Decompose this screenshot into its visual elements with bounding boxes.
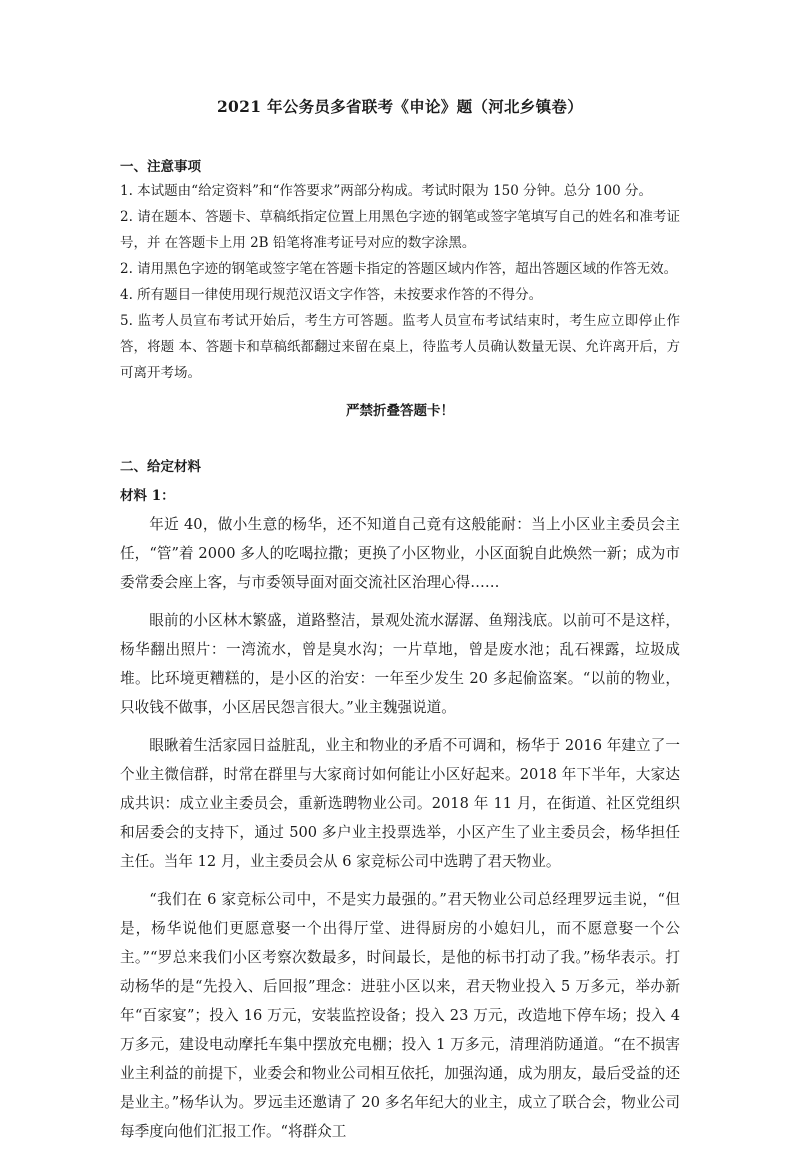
notice-item-1: 1. 本试题由“给定资料”和“作答要求”两部分构成。考试时限为 150 分钟。总分 100 分。	[120, 183, 652, 199]
material-paragraph-4: “我们在 6 家竞标公司中，不是实力最强的。”君天物业公司总经理罗远圭说，“但是，杨华说他们更愿意娶一个出得厅堂、进得厨房的小媳妇儿，而不愿意娶一个公主。”“罗总来我们小区考察次数最多，时间最长，是他的标书打动了我。”杨华表示。打动杨华的是“先投入、后回报”理念：进驻小区以来，君天物业投入 5 万多元，举办新年“百家宴”；投入 16 万元，安装监控设备；投入 23 万元，改造地下停车场；投入 4 万多元，建设电动摩托车集中摆放充电棚；投入 1 万多元，清理消防通道。“在不损害业主利益的前提下，业委会和物业公司相互依托，加强沟通，成为朋友，最后受益的还是业主。”杨华认为。罗远圭还邀请了 20 多名年纪大的业主，成立了联合会，物业公司每季度向他们汇报工作。“将群众工	[120, 891, 680, 1140]
material-1-label: 材料 1：	[120, 488, 175, 504]
warning-text: 严禁折叠答题卡！	[346, 403, 454, 419]
notice-item-3: 2. 请用黑色字迹的钢笔或签字笔在答题卡指定的答题区域内作答，超出答题区域的作答无效。	[120, 261, 678, 277]
material-paragraph-2: 眼前的小区林木繁盛，道路整洁，景观处流水潺潺、鱼翔浅底。以前可不是这样，杨华翻出照片：一湾流水，曾是臭水沟；一片草地，曾是废水池；乱石裸露，垃圾成堆。比环境更糟糕的，是小区的治安：一年至少发生 20 多起偷盗案。“以前的物业，只收钱不做事，小区居民怨言很大。”业主魏强说道。	[120, 612, 680, 716]
notice-heading: 一、注意事项	[120, 159, 201, 175]
material-1-body	[120, 510, 680, 1155]
notice-list	[120, 178, 680, 386]
materials-heading: 二、给定材料	[120, 459, 201, 475]
material-paragraph-3: 眼瞅着生活家园日益脏乱，业主和物业的矛盾不可调和，杨华于 2016 年建立了一个业主微信群，时常在群里与大家商讨如何能让小区好起来。2018 年下半年，大家达成共识：成立业主委员会，重新选聘物业公司。2018 年 11 月，在街道、社区党组织和居委会的支持下，通过 500 多户业主投票选举，小区产生了业主委员会，杨华担任主任。当年 12 月，业主委员会从 6 家竞标公司中选聘了君天物业。	[120, 737, 680, 870]
notice-item-5: 5. 监考人员宣布考试开始后，考生方可答题。监考人员宣布考试结束时，考生应立即停止作答，将题 本、答题卡和草稿纸都翻过来留在桌上，待监考人员确认数量无误、允许离开后，方可离开考场。	[120, 313, 680, 381]
notice-item-2: 2. 请在题本、答题卡、草稿纸指定位置上用黑色字迹的钢笔或签字笔填写自己的姓名和准考证号，并 在答题卡上用 2B 铅笔将准考证号对应的数字涂黑。	[120, 209, 680, 251]
document-title: 2021 年公务员多省联考《申论》题（河北乡镇卷）	[216, 97, 584, 116]
material-paragraph-1: 年近 40，做小生意的杨华，还不知道自己竟有这般能耐：当上小区业主委员会主任，“管”着 2000 多人的吃喝拉撒；更换了小区物业，小区面貌自此焕然一新；成为市委常委会座上客，与市委领导面对面交流社区治理心得……	[120, 516, 680, 591]
notice-item-4: 4. 所有题目一律使用现行规范汉语文字作答，未按要求作答的不得分。	[120, 287, 543, 303]
